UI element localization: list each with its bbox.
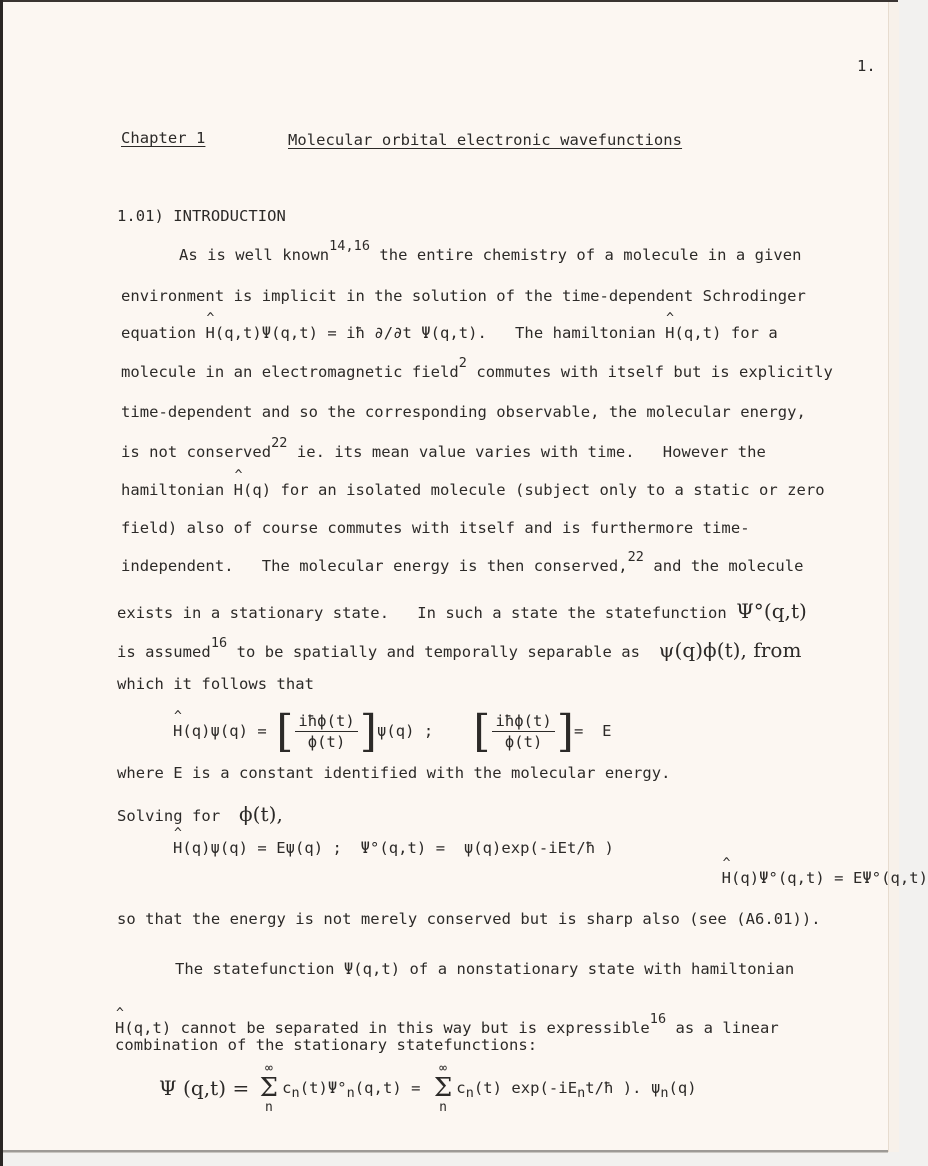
term: (t)Ψ° xyxy=(299,1079,347,1097)
phi-symbol: ϕ(t), xyxy=(238,802,283,826)
reference-superscript: 14,16 xyxy=(329,238,370,254)
chapter-label: Chapter 1 xyxy=(121,129,206,147)
paragraph-line: combination of the stationary statefunctions: xyxy=(115,1036,538,1054)
subscript: n xyxy=(291,1085,300,1101)
reference-superscript: 2 xyxy=(458,355,467,371)
right-bracket: ] xyxy=(359,705,377,757)
summation-upper-limit: ∞ xyxy=(439,1061,448,1076)
hamiltonian-symbol: ^ H(q,t) for a xyxy=(665,324,778,342)
summation-index: n xyxy=(439,1100,448,1115)
paragraph-line xyxy=(115,1011,779,1037)
paragraph-line xyxy=(121,355,833,381)
sigma-icon: Σ xyxy=(433,1073,453,1103)
subscript: n xyxy=(346,1085,355,1101)
equation-energy-2: ^ H(q)Ψ°(q,t) = EΨ°(q,t) xyxy=(722,869,928,887)
equation-rhs: = E xyxy=(573,722,612,740)
paragraph-line xyxy=(121,549,804,575)
text: and the molecule xyxy=(643,557,804,575)
text: Solving for xyxy=(117,807,239,825)
paragraph-line xyxy=(121,435,766,461)
chapter-title: Molecular orbital electronic wavefunctions xyxy=(288,131,683,149)
text: commutes with itself but is explicitly xyxy=(466,363,833,381)
fraction-denominator: ϕ(t) xyxy=(307,732,346,751)
fraction-numerator: iħϕ(t) xyxy=(492,712,554,732)
section-heading: 1.01) INTRODUCTION xyxy=(117,207,286,225)
paragraph-line: where E is a constant identified with the molecular energy. xyxy=(117,764,671,782)
equation-middle: ψ(q) ; xyxy=(376,722,434,740)
text: ie. its mean value varies with time. However the xyxy=(287,443,766,461)
equation-energy-1: ^ H(q)ψ(q) = Eψ(q) ; Ψ°(q,t) = ψ(q)exp(-iEt/ħ ) xyxy=(173,839,614,857)
paragraph-line xyxy=(179,238,802,264)
reference-superscript: 22 xyxy=(271,435,288,451)
scan-edge-right xyxy=(888,2,899,1152)
paragraph-line: which it follows that xyxy=(117,675,315,693)
typed-page xyxy=(3,2,928,1152)
left-bracket: [ xyxy=(276,705,294,757)
equation-lhs: ^ H(q)ψ(q) = xyxy=(173,722,276,740)
subscript: n xyxy=(660,1085,669,1101)
term: t/ħ ). ψ xyxy=(585,1079,661,1097)
left-bracket: [ xyxy=(473,705,491,757)
term: (t) exp(-iE xyxy=(473,1079,578,1097)
hamiltonian-text: ^ H(q) for an isolated molecule (subject only to a static or zero xyxy=(234,481,825,499)
coefficient: c xyxy=(282,1079,292,1097)
coefficient: c xyxy=(456,1079,466,1097)
paragraph-line xyxy=(121,481,825,499)
text: hamiltonian xyxy=(121,481,234,499)
fraction-numerator: iħϕ(t) xyxy=(295,712,357,732)
text: as a linear xyxy=(666,1019,779,1037)
summation xyxy=(434,1062,452,1114)
equation-linear-combination xyxy=(159,1058,697,1118)
subscript: n xyxy=(465,1085,474,1101)
summation xyxy=(260,1062,278,1114)
text: the entire chemistry of a molecule in a given xyxy=(370,246,802,264)
paragraph-line xyxy=(175,960,794,978)
text: Ψ(q,t) of a nonstationary state with hamiltonian xyxy=(343,960,795,978)
text: The hamiltonian xyxy=(486,324,666,342)
paragraph-line: field) also of course commutes with itself and is furthermore time- xyxy=(121,519,750,537)
text: As is well known xyxy=(179,246,330,264)
sigma-icon: Σ xyxy=(259,1073,279,1103)
term: (q,t) = xyxy=(354,1079,430,1097)
subscript: n xyxy=(577,1085,586,1101)
separable-product: ψ(q)ϕ(t), from xyxy=(658,638,802,662)
summation-index: n xyxy=(264,1100,273,1115)
fraction xyxy=(492,712,554,751)
text: is assumed xyxy=(117,643,211,661)
reference-superscript: 22 xyxy=(627,549,644,565)
text: independent. The molecular energy is then conserved, xyxy=(121,557,628,575)
summation-upper-limit: ∞ xyxy=(264,1061,273,1076)
fraction-denominator: ϕ(t) xyxy=(504,732,543,751)
paragraph-line: environment is implicit in the solution of the time-dependent Schrodinger xyxy=(121,287,806,305)
statefunction-symbol: Ψ°(q,t) xyxy=(736,599,807,623)
text: H(q,t) cannot be separated in this way but is expressible xyxy=(115,1019,650,1037)
paragraph-line xyxy=(117,599,807,623)
paragraph-line xyxy=(117,802,283,826)
fraction xyxy=(295,712,357,751)
page-number: 1. xyxy=(857,57,876,75)
text: molecule in an electromagnetic field xyxy=(121,363,459,381)
text: is not conserved xyxy=(121,443,272,461)
term: (q) xyxy=(668,1079,697,1097)
equation-lhs: Ψ (q,t) = xyxy=(159,1076,256,1100)
equation-separation xyxy=(173,696,612,766)
text: exists in a stationary state. In such a state the statefunction xyxy=(117,604,737,622)
schrodinger-equation: ^ H(q,t)Ψ(q,t) = iħ ∂/∂t Ψ(q,t). xyxy=(205,324,486,342)
paragraph-line xyxy=(121,324,778,342)
text: The statefunction xyxy=(175,960,344,978)
right-bracket: ] xyxy=(556,705,574,757)
paragraph-line: so that the energy is not merely conserved but is sharp also (see (A6.01)). xyxy=(117,910,821,928)
reference-superscript: 16 xyxy=(649,1011,667,1027)
paragraph-line: time-dependent and so the corresponding observable, the molecular energy, xyxy=(121,403,806,421)
paragraph-line xyxy=(117,635,802,662)
reference-superscript: 16 xyxy=(210,635,228,651)
text: to be spatially and temporally separable as xyxy=(227,643,659,661)
text: equation xyxy=(121,324,206,342)
